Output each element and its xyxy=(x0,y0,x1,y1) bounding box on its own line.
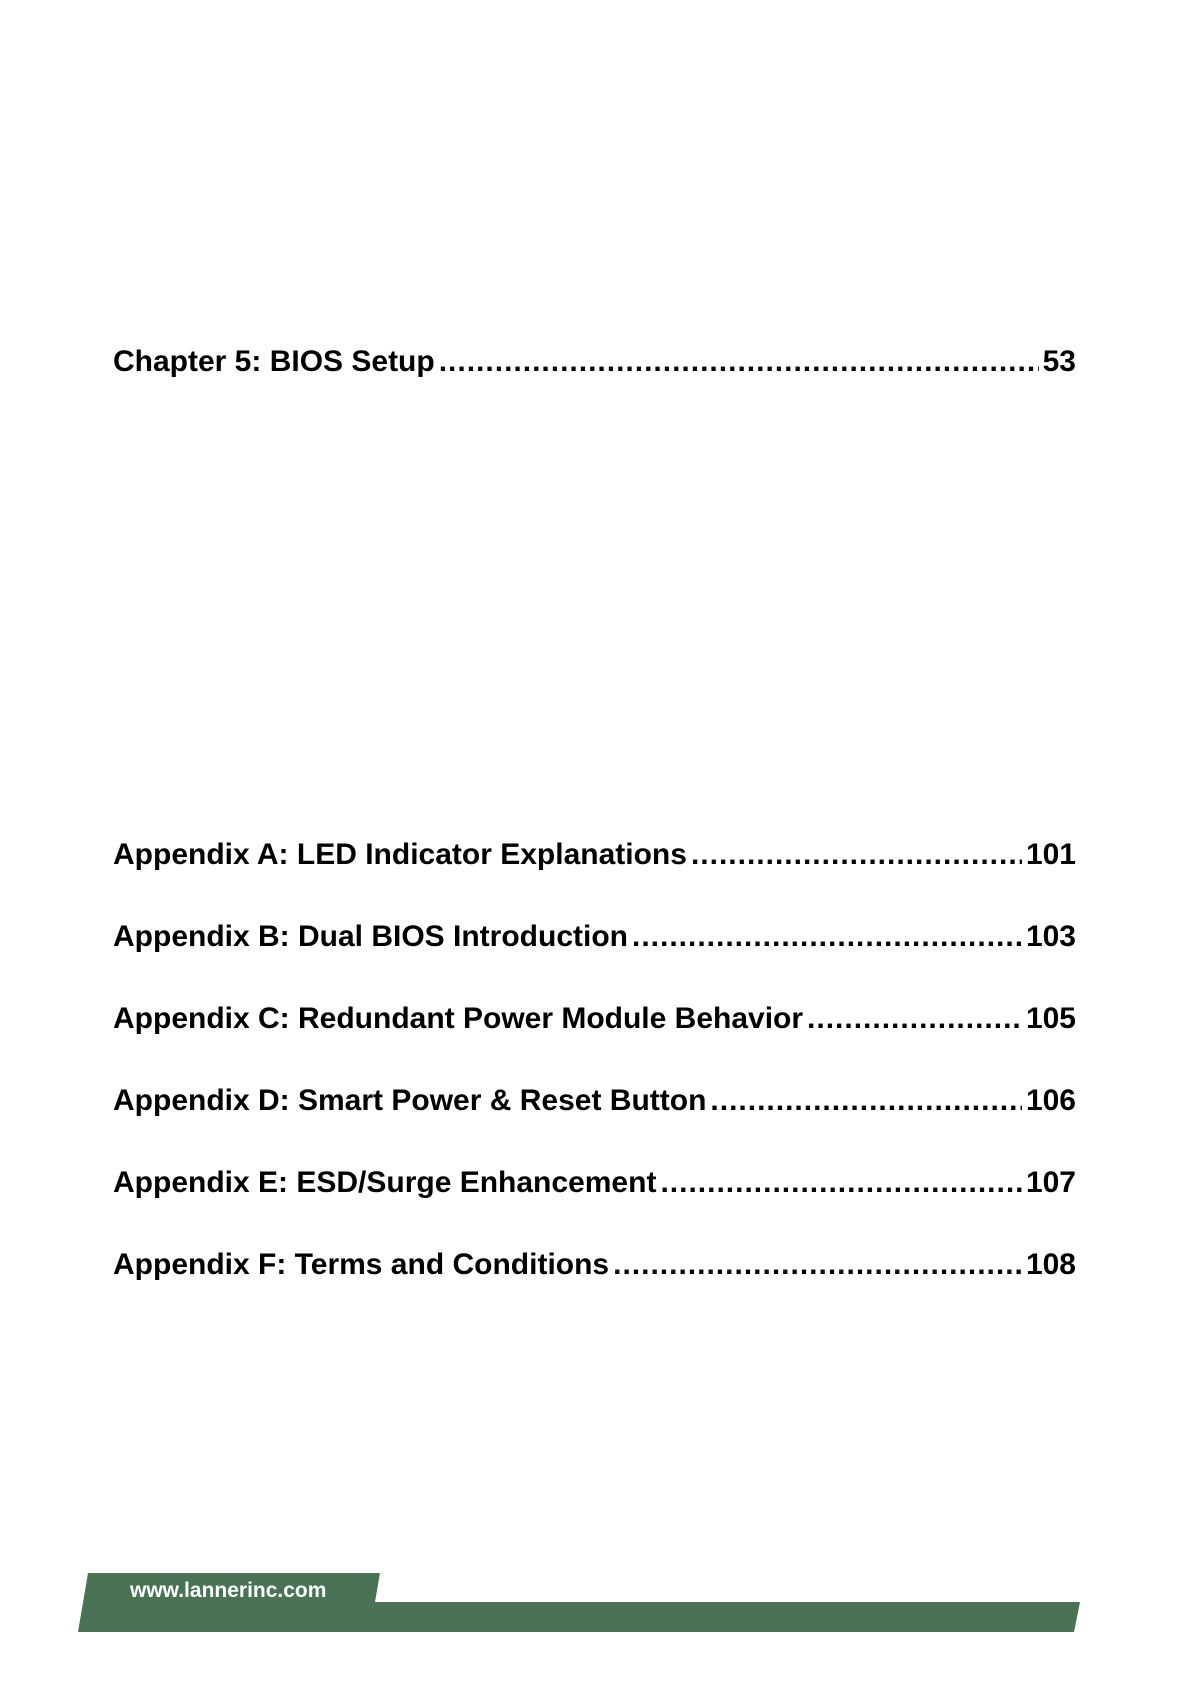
toc-entry-title: Chapter 5: BIOS Setup xyxy=(113,345,435,378)
toc-entry-page-number: 108 xyxy=(1025,1248,1076,1281)
toc-entry-appendix-c[interactable] xyxy=(113,990,1076,1034)
toc-entry-title: Appendix C: Redundant Power Module Behavior xyxy=(113,1002,804,1035)
dot-leader xyxy=(632,922,1022,952)
toc-entry-appendix-b[interactable] xyxy=(113,908,1076,952)
dot-leader xyxy=(807,1004,1022,1034)
toc-entry-title: Appendix E: ESD/Surge Enhancement xyxy=(113,1166,657,1199)
toc-entry-appendix-a[interactable] xyxy=(113,826,1076,870)
toc-entry-page-number: 101 xyxy=(1025,838,1076,871)
toc-entry-page-number: 106 xyxy=(1025,1084,1076,1117)
toc-entry-title: Appendix F: Terms and Conditions xyxy=(113,1248,610,1281)
dot-leader xyxy=(660,1168,1022,1198)
toc-entry-title: Appendix D: Smart Power & Reset Button xyxy=(113,1084,707,1117)
toc-entry-page-number: 105 xyxy=(1025,1002,1076,1035)
toc-entry-page-number: 107 xyxy=(1025,1166,1076,1199)
footer-url-link[interactable]: www.lannerinc.com xyxy=(130,1579,327,1602)
toc-entry-appendix-d[interactable] xyxy=(113,1072,1076,1116)
toc-entry-appendix-f[interactable] xyxy=(113,1236,1076,1280)
toc-entry-page-number: 103 xyxy=(1025,920,1076,953)
dot-leader xyxy=(691,840,1022,870)
toc-entry-chapter-5[interactable] xyxy=(113,333,1076,377)
toc-entry-page-number: 53 xyxy=(1042,345,1076,378)
dot-leader xyxy=(710,1086,1022,1116)
toc-entry-title: Appendix B: Dual BIOS Introduction xyxy=(113,920,628,953)
page-footer xyxy=(0,1565,1192,1685)
dot-leader xyxy=(613,1250,1022,1280)
dot-leader xyxy=(439,347,1039,377)
toc-entry-appendix-e[interactable] xyxy=(113,1154,1076,1198)
toc-entry-title: Appendix A: LED Indicator Explanations xyxy=(113,838,687,871)
